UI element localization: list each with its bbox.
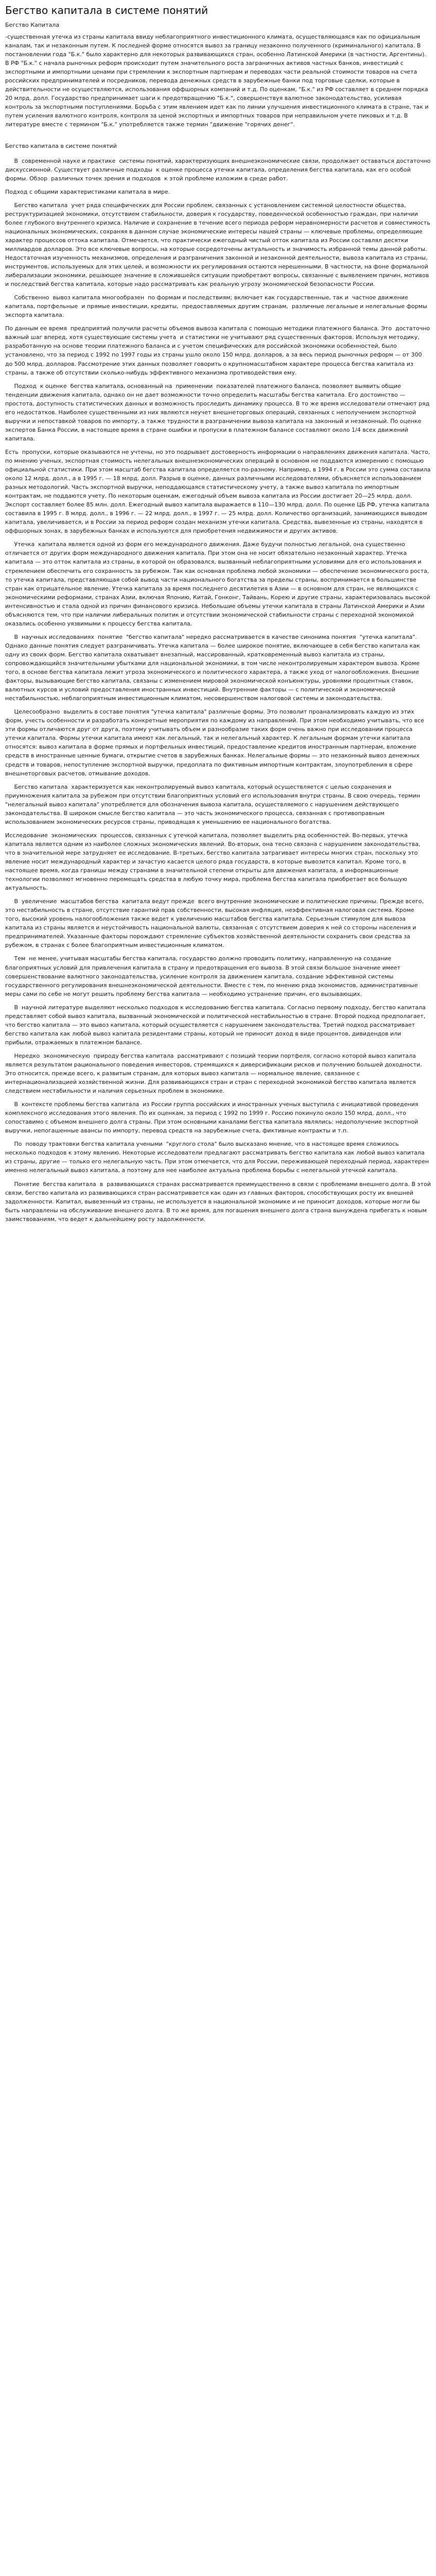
intro-paragraph: -существенная утечка из страны капитала ввиду неблагоприятного инвестиционного климата, осуществляющаяся как по официальным каналам, так и незаконным путем. К последней форме относятся вывоз за границу незаконно полученного (криминального) капитала. В постановлении года "Б.к." было характерно для некоторых развивающихся стран, особенно Латинской Америки (в частности, Аргентины). В РФ "Б.к." с начала рыночных реформ происходит путем значительного роста заграничных активов частных банков, инвестиций с экспортными и импортными ценами при стремлении к экспортным партнерам и переводах части реальной стоимости товаров на счета российских предпринимателей и посредников, перевода денежных средств в зарубежные банки под торговые сделки, которые в действительности не осуществляются, использования оффшорных компаний и т.д. По оценкам, "Б.к." из РФ составляет в среднем порядка 20 млрд. долл. Государство предпринимает шаги к предотвращению "Б.к.", совершенствуя валютное законодательство, усиливая контроль за экспортными поступлениями. Борьба с этим явлением идет как по линии улучшения инвестиционного климата в стране, так и путем усиления валютного контроля, контроля за ценой экспортных и импортных товаров при неправильном учете пиковых и т.д. В литературе вместе с термином "Б.к." употребляется также термин "движение "горячих денег". bbox=[5, 33, 431, 128]
section-paragraph: Тем не менее, учитывая масштабы бегства капитала, государство должно проводить политику, направленную на создание благоприятных условий для привлечения капитала в страну и предотвращения его вывоза. В этой связи большое значение имеет совершенствование валютного законодательства, усиление контроля за движением капитала, создание эффективной системы государственного регулирования внешнеэкономической деятельности. Вместе с тем, по мнению ряда экономистов, административные меры сами по себе не могут решить проблему бегства капитала — необходимо устранение причин, его вызывающих. bbox=[5, 955, 420, 997]
document-page bbox=[0, 0, 436, 1258]
section-paragraph: Утечка капитала является одной из форм его международного движения. Даже будучи полностью легальной, она существенно отличается от других форм международного движения капитала. При этом она не носит обязательно незаконный характер. Утечка капитала — это отток капитала из страны, в которой он образовался, вызванный неблагоприятными условиями для его использования и стремлением обеспечить его сохранность за рубежом. Так как основная проблема любой экономики — обеспечение экономического роста, то утечка капитала, представляющая собой вывод части национального богатства за пределы страны, воспринимается в большинстве стран как отрицательное явление. Утечка капитала за время последнего десятилетия в Азии — в основном для стран, не являющихся с экономическими реформами, странах Азии, включая Японию, Китай, Гонконг, Тайвань, Корею и другие страны, характеризовалась высокой интенсивностью и стала одной из причин финансового кризиса. Небольшие объемы утечки капитала в страны Латинской Америки и Азии объясняются тем, что при наличии либеральных политик и отсутствии экономической стабильности страны с переходной экономикой оказались особенно уязвимыми к процессу бегства капитала. bbox=[5, 541, 432, 627]
section-paragraph: В научных исследованиях понятие "бегство капитала" нередко рассматривается в качестве синонима понятия "утечка капитала". Однако данные понятия следует разграничивать. Утечка капитала — более широкое понятие, включающее в себя бегство капитала как одну из своих форм. Бегство капитала охватывает внезапный, массированный, кратковременный вывоз капитала из страны, сопровождающийся значительными убытками для национальной экономики, в том числе неконтролируемым характером вывоза. Кроме того, в основе бегства капитала лежит угроза экономического и политического характера, а также уход от налогообложения. Внешние факторы, вызывающие бегство капитала, связаны с изменением мировой экономической конъюнктуры, уровнями процентных ставок, валютных курсов и условий предоставления иностранных инвестиций. Внутренние факторы — с политической и экономической нестабильностью, неблагоприятным инвестиционным климатом, несовершенством налоговой системы и законодательства. bbox=[5, 633, 422, 702]
section-paragraph: Подход к оценке бегства капитала, основанный на применении показателей платежного баланса, позволяет выявить общие тенденции движения капитала, однако он не дает возможности точно определить масштабы бегства капитала. Его достоинство — простота, доступность статистических данных и возможность проследить динамику процесса. В то же время исследователи отмечают ряд его недостатков. Наиболее существенными из них являются неучет внешнеторговых операций, связанных с неполучением экспортной выручки и непоставкой товаров по импорту, а также трудности в разграничении вывоза капитала на законный и незаконный. По оценке экспертов Банка России, в настоящее время в стране ошибки и пропуски в платежном балансе составляют около 1/4 всех движений капитала. bbox=[5, 382, 431, 442]
section-paragraph: Бегство капитала характеризуется как неконтролируемый вывоз капитала, который осуществляется с целью сохранения и приумножения капитала за рубежом при отсутствии благоприятных условий его использования внутри страны. В свою очередь, термин "нелегальный вывоз капитала" употребляется для обозначения вывоза капитала, осуществляемого с нарушением действующего законодательства. В широком смысле бегство капитала — это часть экономического процесса, связанная с противоправным использованием экономических ресурсов страны, приводящая к уменьшению ее национального богатства. bbox=[5, 783, 422, 825]
section-paragraph: Исследование экономических процессов, связанных с утечкой капитала, позволяет выделить ряд особенностей. Во-первых, утечка капитала является одним из наиболее сложных экономических явлений. Во-вторых, она тесно связана с нарушением законодательства, что в значительной мере затрудняет ее исследование. В-третьих, бегство капитала затрагивает интересы многих стран, поскольку это явление носит международный характер и зачастую касается целого ряда государств, в которые вывозится капитал. Кроме того, в настоящее время, когда границы между странами в значительной степени открыты для движения капитала, а информационные технологии позволяют мгновенно перемещать средства в любую точку мира, проблема бегства капитала приобретает все большую актуальность. bbox=[5, 832, 423, 892]
section-paragraph: В контексте проблемы бегства капитала из России группа российских и иностранных ученых выступила с инициативой проведения комплексного исследования этого явления. По их оценкам, за период с 1992 по 1999 г. Россию покинуло около 150 млрд. долл., что сопоставимо с объемом внешнего долга страны. При этом основными каналами бегства капитала являлись: недополучение экспортной выручки, непогашенные авансы по импорту, перевод средств на зарубежные счета, фиктивные контракты и т.п. bbox=[5, 1101, 421, 1134]
section-block bbox=[5, 143, 431, 1224]
section-paragraph: По данным ее время предприятий получили расчеты объемов вывоза капитала с помощью методики платежного баланса. Это достаточно важный шаг вперед, хотя существующие системы учета и статистики не учитывают ряд существенных факторов. Используя методику, разработанную на основе теории платежного баланса и с учетом специфических для российской экономики особенностей, было установлено, что за период с 1992 по 1997 годы из страны ушло около 150 млрд. долларов, а за весь период рыночных реформ — от 300 до 500 млрд. долларов. Рассмотрение этих данных позволяет говорить о крупномасштабном характере процесса бегства капитала из страны, а также об отсутствии сколько-нибудь эффективного механизма противодействия ему. bbox=[5, 325, 432, 376]
section-paragraph: Нередко экономическую природу бегства капитала рассматривают с позиций теории портфеля, согласно которой вывоз капитала является результатом рационального поведения инвесторов, стремящихся к диверсификации рисков и получению большей доходности. Это относится, прежде всего, к развитым странам, для которых вывоз капитала — нормальное явление, связанное с интернационализацией хозяйственной жизни. Для развивающихся стран и стран с переходной экономикой бегство капитала является следствием нестабильности и наличия серьезных проблем в экономике. bbox=[5, 1052, 424, 1095]
section-paragraph: В научной литературе выделяют несколько подходов к исследованию бегства капитала. Согласно первому подходу, бегство капитала представляет собой вывоз капитала, вызванный экономической и политической нестабильностью в стране. Второй подход предполагает, что бегство капитала — это вывоз капитала, который осуществляется с нарушением законодательства. Третий подход рассматривает бегство капитала как любой вывоз капитала резидентами страны, который не приносит доход в виде процентов, дивидендов или прибыли, отражаемых в платежном балансе. bbox=[5, 1004, 428, 1046]
section-paragraph: Целесообразно выделить в составе понятия "утечка капитала" различные формы. Это позволит проанализировать каждую из этих форм, учесть особенности и разработать конкретные мероприятия по каждому из направлений. При этом необходимо учитывать, что все эти формы отличаются друг от друга, поэтому учитывать объем и разнообразие таких форм очень важно при исследовании процесса утечки капитала. Формы утечки капитала имеют как легальный, так и нелегальный характер. К легальным формам утечки капитала относятся: вывоз капитала в форме прямых и портфельных инвестиций, предоставление кредитов иностранным партнерам, вложение средств в иностранные ценные бумаги, открытие счетов в зарубежных банках. Нелегальные формы — это незаконный вывоз денежных средств и товаров, непоступление экспортной выручки, предоплата по фиктивным импортным контрактам, злоупотребления в сфере внешнеторговых расчетов, отмывание доходов. bbox=[5, 708, 426, 777]
page-title: Бегство капитала в системе понятий bbox=[5, 4, 208, 16]
section-paragraph: Бегство капитала учет ряда специфических для России проблем, связанных с установлением системной целостности общества, реструктуризацией экономики, отсутствием стабильности, доверия к государству, поведенческой особенностью граждан, при наличии более глубокого внутреннего кризиса. Наличие и сохранение в течение всего периода реформ неравномерности расчетов и совместимость национальных экономических, сохраняя в данном случае экономические интересы нашей страны — ключевые проблемы, определяющие характер процессов оттока капитала. Отмечается, что практически ежегодный чистый отток капитала из России составлял десятки миллиардов долларов. Это все ключевые вопросы, на которые сосредоточены актуальность и значимость избранной темы данной работы. Недостаточная изученность механизмов, определения и разграничения законной и незаконной деятельности, вывоза капитала из страны, инструментов, используемых для этих целей, и возможности их регулирования остаются нерешенными. В частности, на фоне формальной либерализации экономики, решающее значение в сложившейся ситуации приобретают вопросы, связанные с выявлением причин, мотивов и последствий бегства капитала, которые надо рассматривать как реальную угрозу экономической безопасности России. bbox=[5, 201, 432, 288]
section-heading: Бегство капитала в системе понятий bbox=[5, 142, 117, 149]
section-paragraph: Подход с общими характеристиками капитала в мире. bbox=[5, 188, 170, 195]
section-paragraph: В увеличение масштабов бегства капитала ведут прежде всего внутренние экономические и политические причины. Прежде всего, это нестабильность в стране, отсутствие гарантий прав собственности, высокая инфляция, неэффективная налоговая система. Кроме того, высокий уровень налогообложения также ведет к увеличению масштабов бегства капитала. Серьезным стимулом для вывоза капитала из страны является и неустойчивость национальной валюты, связанная с отсутствием доверия к ней со стороны населения и предпринимателей. Указанные факторы порождают стремление субъектов хозяйственной деятельности сохранить свои средства за рубежом, в странах с более благоприятным инвестиционным климатом. bbox=[5, 898, 426, 949]
section-paragraph: Есть пропуски, которые оказываются не учтены, но это подрывает достоверность информации о направлениях движения капитала. Часто, по мнению ученых, экспортная стоимость нелегальных внешнеэкономических операций в основном не поддаются измерению с помощью официальной статистики. При этом масштаб бегства капитала определяется по-разному. Например, в 1994 г. в России это сумма составила около 12 млрд. долл., а в 1995 г. — 18 млрд. долл. Разрыв в оценке, данных различными исследователями, объясняется использованием разных методологий. Часть экспортной выручки, неподдающаяся статистическому учету, а также вывоз капитала по импортным контрактам, не поддаются учету. По некоторым оценкам, ежегодный объем вывоза капитала из России достигает 20—25 млрд. долл. Экспорт составляет более 85 млн. долл. Ежегодный вывоз капитала выражается в 110—130 млрд. долл. По оценке ЦБ РФ, утечка капитала составила в 1995 г. 8 млрд. долл., в 1996 г. — 22 млрд. долл., в 1997 г. — 25 млрд. долл. Количество организаций, занимающихся выводом капитала, увеличивается, и в России за период реформ создан механизм утечки капитала. Средства, вывезенные из страны, находятся в оффшорных зонах, в зарубежных банках и используются для приобретения недвижимости и других активов. bbox=[5, 448, 432, 535]
section-paragraph: В современной науке и практике системы понятий, характеризующих внешнеэкономические связи, продолжает оставаться достаточно дискуссионной. Существует различные подходы к оценке процесса утечки капитала, определения бегства капитала, как его особой формы. Обзор различных точек зрения и подходов к этой проблеме изложим в среде работ. bbox=[5, 157, 432, 182]
section-paragraph: Собственно вывоз капитала многообразен по формам и последствиям; включает как государственные, так и частное движение капитала, портфельные и прямые инвестиции, кредиты, предоставляемых другим странам, различные легальные и нелегальные формы экспорта капитала. bbox=[5, 294, 429, 319]
section-paragraph: По поводу трактовки бегства капитала учеными "круглого стола" было высказано мнение, что в настоящее время сложилось несколько подходов к этому явлению. Некоторые исследователи предлагают рассматривать бегство капитала как любой вывоз капитала из страны, другие — только его нелегальную часть. При этом отмечается, что для России, переживающей переходный период, характерен именно нелегальный вывоз капитала, а поэтому для нее наиболее актуальна проблема борьбы с нелегальной утечкой капитала. bbox=[5, 1141, 431, 1174]
section-paragraph: Понятие бегства капитала в развивающихся странах рассматривается преимущественно в связи с проблемами внешнего долга. В этой связи, бегство капитала из развивающихся стран рассматривается как один из главных факторов, способствующих росту их внешней задолженности. Капитал, вывезенный из страны, не используется в национальной экономике и не приносит доходов, которые могли бы быть направлены на обслуживание внешнего долга. В то же время, для погашения внешнего долга страна вынуждена прибегать к новым заимствованиям, что ведет к дальнейшему росту задолженности. bbox=[5, 1180, 433, 1223]
intro-block bbox=[5, 22, 431, 129]
intro-label: Бегство Капитала bbox=[5, 22, 60, 28]
